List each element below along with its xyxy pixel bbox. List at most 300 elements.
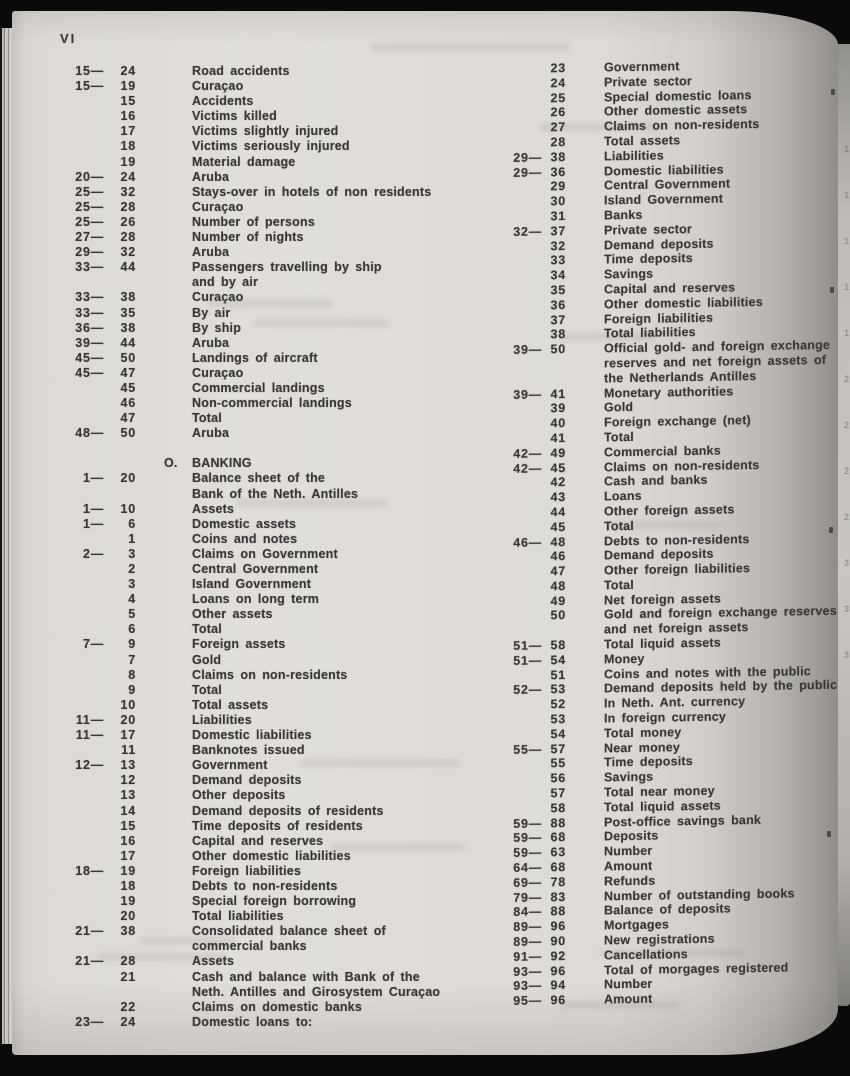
range-end: 38: [120, 924, 136, 939]
range-start: 33—: [75, 260, 104, 275]
entry-label: [604, 295, 763, 312]
entry-label-line: Total near money: [604, 783, 715, 800]
entry-label-line: Total of morgages registered: [604, 960, 789, 978]
next-page-digit: 1: [843, 236, 849, 246]
range-end: 38: [120, 320, 136, 335]
range-end: 47: [120, 411, 136, 426]
range-end: 27: [550, 120, 566, 135]
entry-label: [192, 577, 311, 592]
range-start: 51—: [513, 653, 542, 668]
entry-label-line: Private sector: [604, 73, 692, 90]
range-end: 90: [550, 934, 566, 949]
entry-label-line: Aruba: [192, 169, 230, 184]
entry-label-line: Banknotes issued: [192, 743, 305, 758]
range-end: 41: [550, 430, 566, 446]
range-start: [502, 121, 542, 122]
range-start: 45—: [75, 350, 104, 365]
toc-row: [502, 604, 850, 639]
section-title: BANKING: [192, 456, 252, 471]
entry-label: [604, 770, 653, 786]
range-end: 22: [120, 999, 136, 1014]
entry-label: [192, 502, 234, 517]
range-end: 10: [120, 697, 136, 712]
entry-label: [604, 992, 652, 1008]
entry-label-line: Curaçao: [192, 79, 244, 94]
entry-label: [192, 124, 338, 139]
entry-label: [604, 902, 731, 919]
entry-label: [192, 698, 268, 713]
range-end: 4: [128, 592, 136, 607]
entry-label-line: reserves and net foreign assets of: [604, 352, 827, 371]
entry-label: [192, 64, 290, 79]
entry-label: [192, 909, 284, 924]
range-end: 58: [550, 638, 566, 653]
range-start: 48—: [75, 426, 104, 441]
entry-label-line: Cash and balance with Bank of the: [192, 969, 420, 984]
entry-label: [604, 578, 634, 593]
range-start: 1—: [82, 501, 104, 516]
toc-row: [58, 139, 498, 154]
entry-label-line: Refunds: [604, 873, 656, 889]
entry-label-line: Domestic liabilities: [604, 162, 724, 178]
range-end: 7: [128, 652, 136, 667]
range-end: 96: [550, 963, 566, 978]
entry-label: [192, 954, 234, 969]
range-end: 35: [120, 305, 136, 320]
range-start: [502, 269, 542, 270]
entry-label-line: Total: [192, 411, 222, 426]
next-page-digit: 2: [843, 420, 849, 430]
entry-label: [604, 947, 688, 963]
entry-label: [192, 713, 252, 728]
range-start: 25—: [75, 184, 104, 199]
entry-label-line: Claims on non-residents: [192, 667, 348, 682]
range-end: 54: [550, 652, 566, 668]
range-end: 49: [550, 593, 566, 608]
entry-label-line: Near money: [604, 739, 681, 756]
range-start: 89—: [513, 934, 542, 949]
next-page-digit: 1: [843, 144, 849, 154]
range-start: 15—: [75, 79, 104, 94]
range-start: 93—: [513, 963, 542, 979]
range-end: 36: [550, 297, 566, 312]
entry-label: [604, 192, 723, 209]
range-end: 26: [120, 214, 136, 229]
range-start: 33—: [75, 305, 104, 320]
entry-label-line: Commercial landings: [192, 380, 325, 395]
entry-label: [604, 844, 652, 860]
next-page-digit: 2: [843, 512, 849, 522]
entry-label-line: Accidents: [192, 94, 254, 109]
entry-label: [192, 743, 305, 758]
entry-label-line: Number of persons: [192, 214, 315, 229]
range-start: 79—: [513, 889, 542, 905]
range-end: 34: [550, 268, 566, 283]
range-end: 23: [550, 60, 566, 76]
entry-label: [192, 381, 325, 396]
entry-label-line: Mortgages: [604, 917, 670, 933]
entry-label-line: Debts to non-residents: [604, 531, 750, 548]
range-start: 2—: [82, 546, 104, 561]
range-start: 32—: [513, 224, 542, 239]
toc-row: [58, 743, 498, 758]
toc-row: [58, 819, 498, 834]
entry-label: [604, 652, 645, 667]
entry-label-line: Island Government: [604, 191, 724, 208]
entry-label-line: Private sector: [604, 221, 692, 238]
entry-label: [604, 400, 633, 415]
entry-label: [192, 683, 222, 698]
entry-label-line: Amount: [604, 991, 653, 1007]
range-end: 6: [128, 622, 136, 637]
range-end: 6: [128, 516, 136, 531]
entry-label: [604, 251, 693, 267]
entry-label: [604, 740, 680, 756]
range-start: [502, 772, 542, 773]
range-end: 39: [550, 401, 566, 416]
page-edge-mark: [829, 527, 833, 533]
entry-label-line: Capital and reserves: [192, 833, 324, 848]
toc-row: [58, 321, 498, 336]
next-page-digit: 3: [843, 604, 849, 614]
range-start: 39—: [75, 335, 104, 350]
range-end: 47: [550, 564, 566, 579]
range-end: 5: [128, 607, 136, 622]
range-start: [502, 76, 542, 77]
entry-label: [604, 325, 696, 341]
entry-label-line: Gold: [604, 400, 634, 415]
entry-label: [604, 636, 721, 653]
range-end: 92: [550, 948, 566, 964]
entry-label-line: Assets: [192, 954, 235, 969]
toc-row: [58, 502, 498, 517]
entry-label: [604, 725, 681, 741]
range-end: 68: [550, 860, 566, 875]
range-start: [502, 195, 542, 196]
range-start: 20—: [75, 169, 104, 184]
range-end: 32: [120, 245, 136, 260]
range-end: 19: [120, 863, 136, 878]
entry-label: [604, 932, 715, 949]
toc-row: [58, 351, 498, 366]
entry-label: [192, 668, 347, 683]
entry-label: [604, 148, 664, 164]
range-start: 39—: [513, 386, 542, 402]
range-end: 33: [550, 253, 566, 268]
range-end: 50: [120, 426, 136, 441]
range-end: 45: [550, 519, 566, 534]
range-end: 44: [120, 260, 136, 275]
entry-label-line: Special domestic loans: [604, 87, 752, 104]
entry-label-line: Non-commercial landings: [192, 396, 352, 411]
entry-label-line: Curaçao: [192, 290, 244, 305]
entry-label: [604, 754, 693, 770]
entry-label-line: Other foreign liabilities: [604, 561, 751, 578]
entry-label: [192, 622, 222, 637]
entry-label: [192, 336, 229, 351]
range-end: 49: [550, 445, 566, 460]
toc-row: [58, 954, 498, 969]
toc-row: [58, 713, 498, 728]
range-end: 17: [120, 124, 136, 139]
entry-label: [604, 519, 634, 534]
entry-label-line: Victims seriously injured: [192, 139, 350, 154]
toc-row: [58, 970, 498, 1000]
entry-label-line: Gold: [192, 652, 222, 667]
entry-label-line: Passengers travelling by ship: [192, 260, 382, 275]
range-end: 37: [550, 312, 566, 327]
range-end: 13: [120, 758, 136, 773]
section-letter: O.: [164, 456, 178, 471]
entry-label-line: Total assets: [192, 697, 269, 712]
range-end: 51: [550, 667, 566, 682]
entry-label: [192, 834, 323, 849]
entry-label-line: Savings: [604, 769, 654, 785]
range-end: 68: [550, 830, 566, 845]
range-start: 51—: [513, 638, 542, 653]
entry-label: [604, 310, 713, 327]
toc-row: [58, 215, 498, 230]
entry-label: [192, 637, 286, 652]
range-end: 94: [550, 978, 566, 993]
entry-label: [604, 710, 726, 727]
entry-label: [604, 133, 680, 149]
range-end: 10: [120, 501, 136, 516]
entry-label: [192, 260, 382, 290]
toc-row: [58, 1000, 498, 1015]
entry-label: [192, 819, 363, 834]
entry-label-line: Victims killed: [192, 109, 277, 124]
entry-label: [192, 306, 230, 321]
toc-row: [58, 109, 498, 124]
entry-label: [192, 155, 295, 170]
range-end: 38: [550, 327, 566, 342]
entry-label-line: Total liabilities: [604, 325, 696, 341]
entry-label-line: Number: [604, 977, 653, 992]
entry-label-line: Liabilities: [192, 712, 252, 727]
toc-row: [58, 683, 498, 698]
range-end: 43: [550, 490, 566, 505]
range-start: [502, 298, 542, 299]
entry-label-line: Bank of the Neth. Antilles: [192, 486, 359, 501]
range-end: 32: [550, 238, 566, 253]
range-end: 50: [120, 350, 136, 365]
toc-row: [58, 290, 498, 305]
entry-label-line: Money: [604, 651, 645, 667]
entry-label: [192, 924, 386, 954]
toc-row: [58, 426, 498, 441]
range-start: 93—: [513, 978, 542, 994]
range-end: 45: [550, 460, 566, 475]
toc-row: [58, 562, 498, 577]
range-start: [502, 801, 542, 802]
range-end: 19: [120, 894, 136, 909]
entry-label-line: By ship: [192, 320, 242, 335]
range-start: 1—: [82, 516, 104, 531]
next-page-digit: 3: [843, 558, 849, 568]
entry-label-line: the Netherlands Antilles: [604, 368, 757, 386]
entry-label-line: Foreign assets: [192, 637, 286, 652]
range-end: 57: [550, 741, 566, 756]
entry-label-line: Loans: [604, 488, 642, 504]
range-end: 30: [550, 194, 566, 209]
entry-label: [192, 351, 318, 366]
entry-label-line: and net foreign assets: [604, 620, 749, 637]
entry-label: [192, 94, 254, 109]
range-start: [502, 505, 542, 506]
range-start: [502, 712, 542, 713]
entry-label-line: Consolidated balance sheet of: [192, 924, 386, 939]
entry-label-line: Government: [604, 59, 680, 75]
ghost-smudge: [370, 43, 570, 51]
entry-label-line: Total: [604, 429, 634, 445]
toc-row: [502, 338, 850, 388]
toc-row: [58, 864, 498, 879]
toc-row: [58, 592, 498, 607]
entry-label-line: Number of outstanding books: [604, 886, 795, 904]
range-start: [502, 283, 542, 284]
entry-label: [604, 960, 788, 978]
entry-label-line: Total: [604, 577, 634, 593]
entry-label-line: Demand deposits of residents: [192, 803, 384, 818]
range-start: 27—: [75, 230, 104, 245]
entry-label-line: Total: [192, 622, 222, 637]
range-start: [502, 594, 542, 595]
entry-label: [192, 788, 286, 803]
range-end: 42: [550, 475, 566, 490]
range-end: 26: [550, 105, 566, 120]
toc-row: [58, 336, 498, 351]
entry-label: [192, 290, 243, 305]
section-title-line: [164, 456, 252, 471]
range-end: 48: [550, 578, 566, 594]
range-end: 25: [550, 90, 566, 105]
range-end: 46: [550, 549, 566, 564]
entry-label: [192, 200, 243, 215]
range-start: [502, 520, 542, 521]
range-end: 78: [550, 874, 566, 890]
range-start: 12—: [75, 758, 104, 773]
entry-label: [604, 489, 642, 504]
range-start: [502, 106, 542, 107]
range-end: 17: [120, 848, 136, 863]
entry-label-line: Foreign liabilities: [192, 863, 302, 878]
range-start: 46—: [513, 534, 542, 550]
entry-label: [192, 562, 318, 577]
entry-label-line: Other deposits: [192, 788, 286, 803]
entry-label-line: Number: [604, 843, 653, 859]
range-start: 7—: [82, 637, 104, 652]
entry-label: [192, 894, 356, 909]
entry-label: [192, 849, 351, 864]
range-end: 20: [120, 471, 136, 486]
toc-row: [58, 909, 498, 924]
entry-label-line: Balance sheet of the: [192, 471, 326, 486]
entry-label-line: Banks: [604, 207, 643, 223]
toc-row: [58, 517, 498, 532]
range-end: 19: [120, 154, 136, 169]
entry-label: [192, 517, 296, 532]
entry-label: [604, 886, 795, 904]
entry-label-line: Other domestic liabilities: [604, 294, 763, 312]
toc-row: [58, 698, 498, 713]
entry-label: [192, 758, 268, 773]
entry-label-line: Cash and banks: [604, 473, 708, 489]
range-start: 25—: [75, 214, 104, 229]
entry-label-line: Other domestic liabilities: [192, 848, 351, 863]
toc-row: [58, 245, 498, 260]
entry-label-line: Official gold- and foreign exchange: [604, 337, 831, 356]
range-start: 33—: [75, 290, 104, 305]
range-start: [502, 209, 542, 210]
entry-label: [604, 918, 669, 934]
entry-label: [604, 829, 658, 845]
range-start: 11—: [75, 728, 104, 743]
range-start: 59—: [513, 816, 542, 831]
entry-label-line: Road accidents: [192, 64, 290, 78]
range-start: [502, 609, 542, 610]
entry-label-line: Curaçao: [192, 365, 244, 380]
range-end: 53: [550, 682, 566, 697]
entry-label-line: Claims on domestic banks: [192, 999, 362, 1014]
entry-label-line: Total money: [604, 725, 682, 741]
entry-label: [604, 267, 653, 283]
entry-label-line: Aruba: [192, 245, 230, 260]
toc-row: [58, 577, 498, 592]
range-start: 42—: [513, 460, 542, 476]
range-end: 16: [120, 109, 136, 124]
entry-label-line: Claims on non-residents: [604, 117, 760, 134]
entry-label-line: Post-office savings bank: [604, 812, 762, 830]
entry-label: [192, 366, 243, 381]
toc-row: [58, 411, 498, 426]
toc-row: [58, 64, 498, 79]
entry-label: [192, 804, 384, 819]
entry-label-line: Aruba: [192, 335, 230, 350]
range-start: 45—: [75, 365, 104, 380]
entry-label-line: Aruba: [192, 426, 230, 441]
range-end: 2: [128, 562, 136, 576]
entry-label-line: Gold and foreign exchange reserves: [604, 604, 837, 622]
range-start: 64—: [513, 860, 542, 875]
range-start: 21—: [75, 954, 104, 969]
page-edge-mark: [830, 287, 834, 293]
entry-label: [192, 592, 319, 607]
entry-label-line: In foreign currency: [604, 709, 727, 726]
entry-label: [192, 245, 229, 260]
range-end: 20: [120, 909, 136, 924]
range-end: 3: [128, 577, 136, 592]
entry-label-line: Island Government: [192, 577, 312, 592]
toc-row: [58, 728, 498, 743]
toc-row: [58, 471, 498, 501]
range-start: [502, 313, 542, 314]
entry-label-line: Loans on long term: [192, 592, 320, 607]
range-end: 3: [128, 546, 136, 561]
page-edge-mark: [827, 831, 831, 837]
toc-row: [58, 894, 498, 909]
range-start: 84—: [513, 904, 542, 920]
range-end: 53: [550, 712, 566, 727]
range-end: 38: [550, 149, 566, 165]
entry-label: [604, 561, 750, 578]
entry-label: [604, 473, 708, 489]
entry-label-line: Special foreign borrowing: [192, 894, 357, 909]
range-end: 88: [550, 815, 566, 830]
entry-label-line: Deposits: [604, 828, 659, 844]
range-start: 21—: [75, 924, 104, 939]
toc-row: [58, 124, 498, 139]
